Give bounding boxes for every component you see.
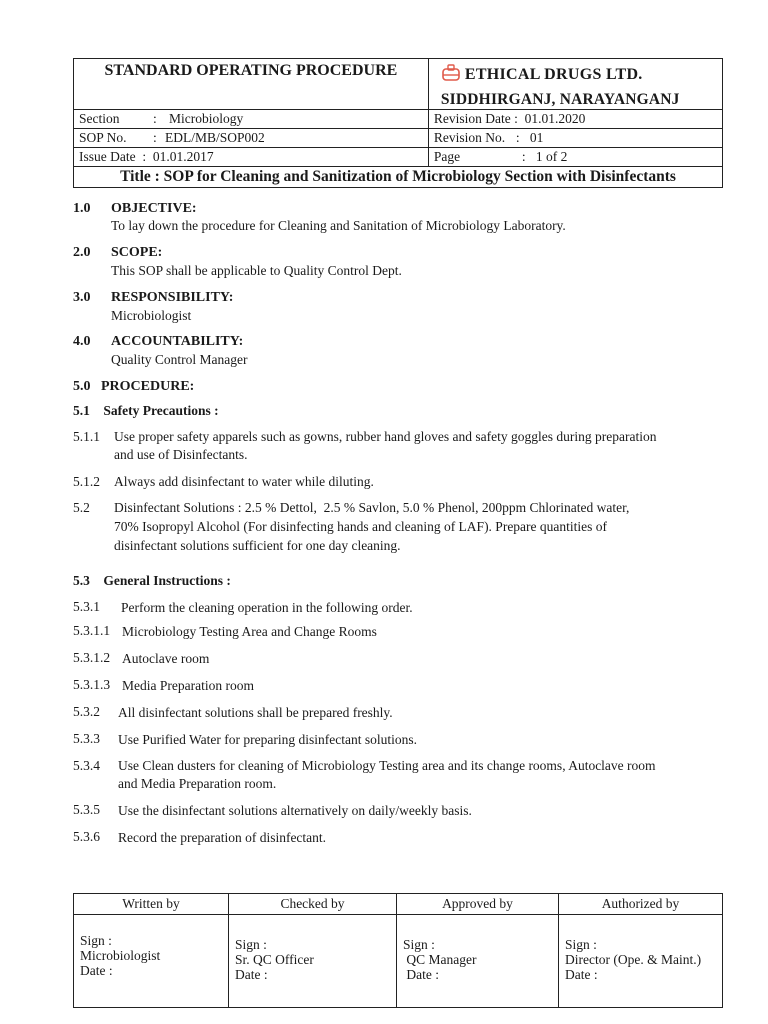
sop-no-label: SOP No. <box>79 130 127 145</box>
list-item: Disinfectant Solutions : 2.5 % Dettol, 2.5 % Savlon, 5.0 % Phenol, 200ppm Chlorinated water, <box>114 500 630 515</box>
document-title: Title : SOP for Cleaning and Sanitization of Microbiology Section with Disinfectants <box>120 168 676 185</box>
written-by-date: Date : <box>80 963 113 978</box>
page-label: Page <box>433 149 461 164</box>
responsibility-number: 3.0 <box>73 290 91 305</box>
list-item: Use the disinfectant solutions alternatively on daily/weekly basis. <box>118 803 472 818</box>
objective-text: To lay down the procedure for Cleaning and Sanitation of Microbiology Laboratory. <box>111 218 566 233</box>
accountability-heading: ACCOUNTABILITY: <box>111 334 244 349</box>
written-by-sign: Sign : <box>80 933 112 948</box>
doc-type-cell <box>74 59 429 110</box>
list-item-continuation: and Media Preparation room. <box>118 776 277 791</box>
company-logo-icon <box>441 63 463 88</box>
section-value: Microbiology <box>169 111 244 126</box>
approved-by-header: Approved by <box>397 894 559 915</box>
list-item-number: 5.3.4 <box>73 758 100 773</box>
scope-text: This SOP shall be applicable to Quality Control Dept. <box>111 263 402 278</box>
authorized-by-role: Director (Ope. & Maint.) <box>565 952 702 967</box>
doc-type: STANDARD OPERATING PROCEDURE <box>104 62 398 79</box>
sop-no-sep: : <box>153 130 157 145</box>
objective-heading: OBJECTIVE: <box>111 201 197 216</box>
list-item: Record the preparation of disinfectant. <box>118 830 327 845</box>
signature-table <box>73 893 723 1008</box>
responsibility-heading: RESPONSIBILITY: <box>111 290 234 305</box>
scope-number: 2.0 <box>73 245 91 260</box>
general-heading: 5.3 General Instructions : <box>73 573 231 588</box>
procedure-heading: 5.0 PROCEDURE: <box>73 379 195 394</box>
revision-no-cell <box>428 129 722 148</box>
company-cell <box>428 59 722 110</box>
scope-heading: SCOPE: <box>111 245 163 260</box>
revision-date-value: 01.01.2020 <box>524 111 586 126</box>
checked-by-sign: Sign : <box>235 937 267 952</box>
list-item-continuation: disinfectant solutions sufficient for one day cleaning. <box>114 538 401 553</box>
section-label: Section <box>79 111 120 126</box>
issue-date-cell <box>74 148 429 167</box>
list-item: Perform the cleaning operation in the following order. <box>121 600 413 615</box>
written-by-role: Microbiologist <box>80 948 161 963</box>
header-table <box>73 58 723 188</box>
objective-number: 1.0 <box>73 201 91 216</box>
list-item-number: 5.3.1 <box>73 599 100 614</box>
list-item-number: 5.2 <box>73 500 90 515</box>
issue-date-label: Issue Date <box>79 149 136 164</box>
list-item: Always add disinfectant to water while diluting. <box>114 474 374 489</box>
checked-by-role: Sr. QC Officer <box>235 952 314 967</box>
authorized-by-sign: Sign : <box>565 937 597 952</box>
document-title-cell <box>74 167 723 188</box>
revision-date-cell <box>428 110 722 129</box>
list-item-number: 5.3.1.2 <box>73 650 111 665</box>
approved-by-date: Date : <box>403 967 439 982</box>
safety-heading: 5.1 Safety Precautions : <box>73 403 219 418</box>
list-item-number: 5.3.1.1 <box>73 623 111 638</box>
list-item: All disinfectant solutions shall be prepared freshly. <box>118 705 393 720</box>
issue-date-sep: : <box>142 149 147 164</box>
checked-by-header: Checked by <box>229 894 397 915</box>
revision-no-sep: : <box>515 130 520 145</box>
page-sep: : <box>521 149 526 164</box>
list-item: Use Purified Water for preparing disinfectant solutions. <box>118 732 417 747</box>
authorized-by-date: Date : <box>565 967 598 982</box>
sop-no-cell <box>74 129 429 148</box>
approved-by-sign: Sign : <box>403 937 435 952</box>
company-name: ETHICAL DRUGS LTD. <box>464 66 643 83</box>
list-item: Use Clean dusters for cleaning of Microbiology Testing area and its change rooms, Autoclave room <box>118 758 656 773</box>
list-item: Microbiology Testing Area and Change Rooms <box>122 624 377 639</box>
sop-no-value: EDL/MB/SOP002 <box>165 130 265 145</box>
written-by-header: Written by <box>74 894 229 915</box>
section-sep: : <box>153 111 157 126</box>
written-by-cell <box>74 915 229 1008</box>
page-cell <box>428 148 722 167</box>
checked-by-date: Date : <box>235 967 268 982</box>
list-item-number: 5.3.6 <box>73 829 100 844</box>
revision-date-label: Revision Date <box>433 111 511 126</box>
authorized-by-header: Authorized by <box>559 894 723 915</box>
list-item: Media Preparation room <box>122 678 254 693</box>
company-address: SIDDHIRGANJ, NARAYANGANJ <box>440 91 680 108</box>
list-item-number: 5.3.5 <box>73 802 100 817</box>
page-value: 1 of 2 <box>535 149 568 164</box>
authorized-by-cell <box>559 915 723 1008</box>
revision-no-value: 01 <box>529 130 544 145</box>
list-item: Use proper safety apparels such as gowns, rubber hand gloves and safety goggles during preparation <box>114 429 657 444</box>
accountability-text: Quality Control Manager <box>111 352 248 367</box>
responsibility-text: Microbiologist <box>111 308 192 323</box>
approved-by-role: QC Manager <box>403 952 477 967</box>
approved-by-cell <box>397 915 559 1008</box>
issue-date-value: 01.01.2017 <box>152 149 214 164</box>
list-item-number: 5.1.2 <box>73 474 100 489</box>
section-cell <box>74 110 429 129</box>
list-item-number: 5.3.1.3 <box>73 677 111 692</box>
list-item-number: 5.1.1 <box>73 429 100 444</box>
list-item-number: 5.3.3 <box>73 731 100 746</box>
list-item-continuation: 70% Isopropyl Alcohol (For disinfecting hands and cleaning of LAF). Prepare quantities of <box>114 519 608 534</box>
revision-date-sep: : <box>514 111 518 126</box>
accountability-number: 4.0 <box>73 334 91 349</box>
checked-by-cell <box>229 915 397 1008</box>
revision-no-label: Revision No. <box>433 130 506 145</box>
list-item-continuation: and use of Disinfectants. <box>114 447 248 462</box>
list-item-number: 5.3.2 <box>73 704 100 719</box>
list-item: Autoclave room <box>122 651 210 666</box>
